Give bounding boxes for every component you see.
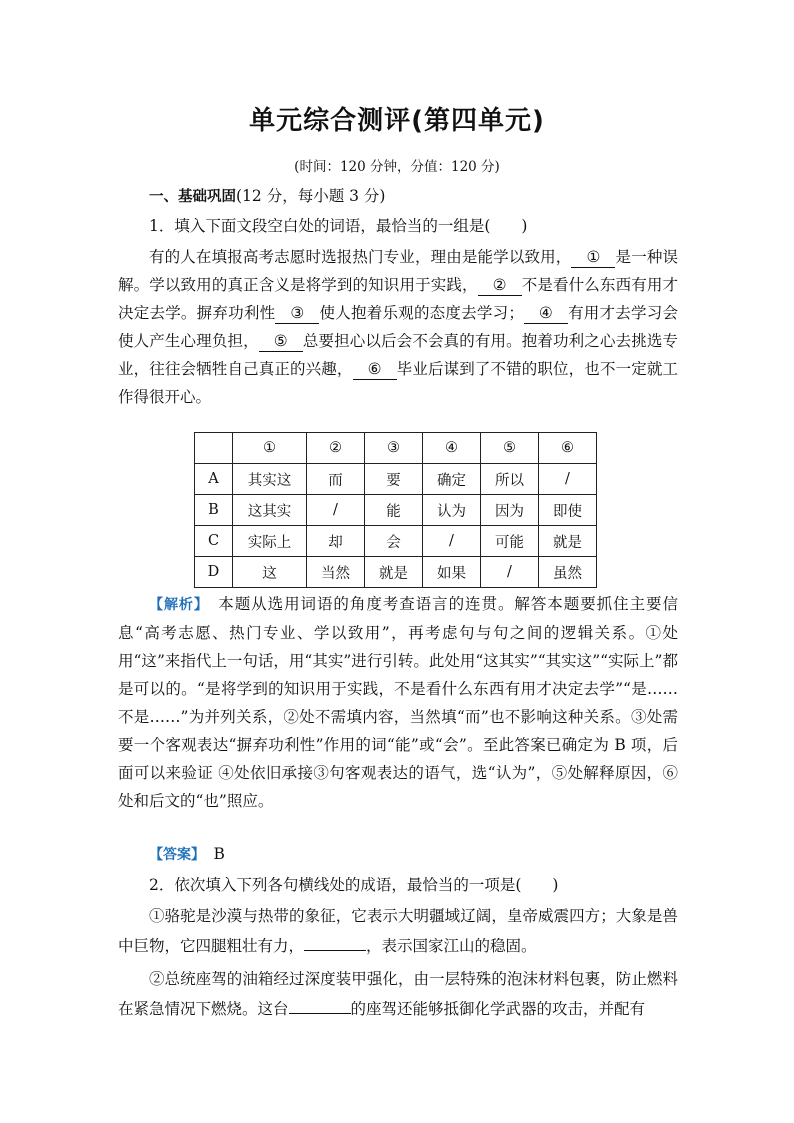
table-cell (195, 433, 233, 464)
question-2-item-1 (118, 902, 678, 960)
question-1-passage (118, 243, 678, 411)
question-2-item-2 (118, 965, 678, 1023)
options-table (194, 432, 597, 588)
blank-5: ⑤ (259, 331, 303, 352)
table-cell: B (195, 495, 233, 526)
table-cell: 实际上 (233, 526, 307, 557)
table-header-row (195, 433, 597, 464)
table-cell: 因为 (481, 495, 539, 526)
table-row (195, 557, 597, 588)
table-cell: 当然 (307, 557, 365, 588)
blank-6: ⑥ (353, 359, 397, 380)
item-text: ①骆驼是沙漠与热带的象征，它表示大明疆域辽阔，皇帝威震四方；大象是兽中巨物，它四腿粗壮有力， (118, 907, 678, 955)
table-cell: ② (307, 433, 365, 464)
table-cell: 这 (233, 557, 307, 588)
table-cell: / (423, 526, 481, 557)
passage-text: 有的人在填报高考志愿时选报热门专业，理由是能学以致用， (149, 248, 572, 266)
table-cell: C (195, 526, 233, 557)
blank-2: ② (478, 275, 522, 296)
analysis-text: 本题从选用词语的角度考查语言的连贯。解答本题要抓住主要信息“高考志愿、热门专业、学以致用”，再考虑句与句之间的逻辑关系。①处用“这”来指代上一句话，用“其实”进行引转。此处用“这其实”“其实这”“实际上”都是可以的。“是将学到的知识用于实践，不是看什么东西有用才决定去学”“是……不是……”为并列关系，②处不需填内容，当然填“而”也不影响这种关系。③处需要一个客观表达“摒弃功利性”作用的词“能”或“会”。至此答案已确定为 B 项，后面可以来验证 ④处依旧承接③句客观表达的语气，选“认为”，⑤处解释原因，⑥处和后文的“也”照应。 (118, 595, 678, 810)
table-row (195, 464, 597, 495)
table-cell: 这其实 (233, 495, 307, 526)
section-heading-text: 一、基础巩固 (149, 189, 236, 205)
table-cell: 认为 (423, 495, 481, 526)
table-cell: 而 (307, 464, 365, 495)
item-text: ，表示国家江山的稳固。 (366, 937, 537, 955)
table-cell: 所以 (481, 464, 539, 495)
table-cell: A (195, 464, 233, 495)
passage-text: 是一种误解。学以致用的真正含义是将学到的知识用于实践， (118, 248, 678, 294)
passage-text: 有用才去学习会使人产生心理负担， (118, 304, 678, 350)
table-cell: 就是 (539, 526, 597, 557)
answer-block (118, 840, 678, 869)
answer-label: 【答案】 (149, 847, 198, 863)
section-heading (118, 182, 678, 211)
passage-text: 不是看什么东西有用才决定去学。摒弃功利性 (118, 276, 678, 322)
table-cell: D (195, 557, 233, 588)
section-heading-note: (12 分，每小题 3 分) (236, 187, 386, 205)
passage-text: 总要担心以后会不会真的有用。抱着功利之心去挑选专业，往往会牺牲自己真正的兴趣， (118, 332, 678, 378)
passage-text: 毕业后谋到了不错的职位，也不一定就工作得很开心。 (118, 360, 678, 406)
passage-text: 使人抱着乐观的态度去学习； (319, 304, 524, 322)
table-cell: ④ (423, 433, 481, 464)
analysis-block (118, 590, 678, 815)
table-cell: 虽然 (539, 557, 597, 588)
blank-3: ③ (275, 303, 319, 324)
table-row (195, 495, 597, 526)
table-cell: ⑥ (539, 433, 597, 464)
answer-value: B (213, 845, 225, 863)
answer-blank (289, 993, 351, 1014)
table-cell: 会 (365, 526, 423, 557)
table-cell: / (307, 495, 365, 526)
table-cell: 要 (365, 464, 423, 495)
blank-4: ④ (524, 303, 568, 324)
table-cell: 如果 (423, 557, 481, 588)
item-text: ②总统座驾的油箱经过深度装甲强化，由一层特殊的泡沫材料包裹，防止燃料在紧急情况下燃烧。这台 (118, 970, 678, 1018)
question-2-prompt: 2．依次填入下列各句横线处的成语，最恰当的一项是( ) (149, 876, 559, 894)
table-cell: 其实这 (233, 464, 307, 495)
table-row (195, 526, 597, 557)
table-cell: ③ (365, 433, 423, 464)
table-cell: 可能 (481, 526, 539, 557)
blank-1: ① (571, 247, 615, 268)
table-cell: ① (233, 433, 307, 464)
analysis-label: 【解析】 (149, 597, 202, 613)
table-cell: ⑤ (481, 433, 539, 464)
page-title: 单元综合测评(第四单元) (249, 106, 545, 136)
question-1-prompt: 1．填入下面文段空白处的词语，最恰当的一组是( ) (149, 217, 528, 235)
table-cell: / (539, 464, 597, 495)
table-cell: / (481, 557, 539, 588)
table-cell: 能 (365, 495, 423, 526)
table-cell: 就是 (365, 557, 423, 588)
table-cell: 确定 (423, 464, 481, 495)
table-cell: 却 (307, 526, 365, 557)
item-text: 的座驾还能够抵御化学武器的攻击，并配有 (350, 1000, 646, 1018)
exam-meta: (时间：120 分钟，分值：120 分) (294, 159, 500, 175)
table-cell: 即使 (539, 495, 597, 526)
answer-blank (304, 930, 366, 951)
